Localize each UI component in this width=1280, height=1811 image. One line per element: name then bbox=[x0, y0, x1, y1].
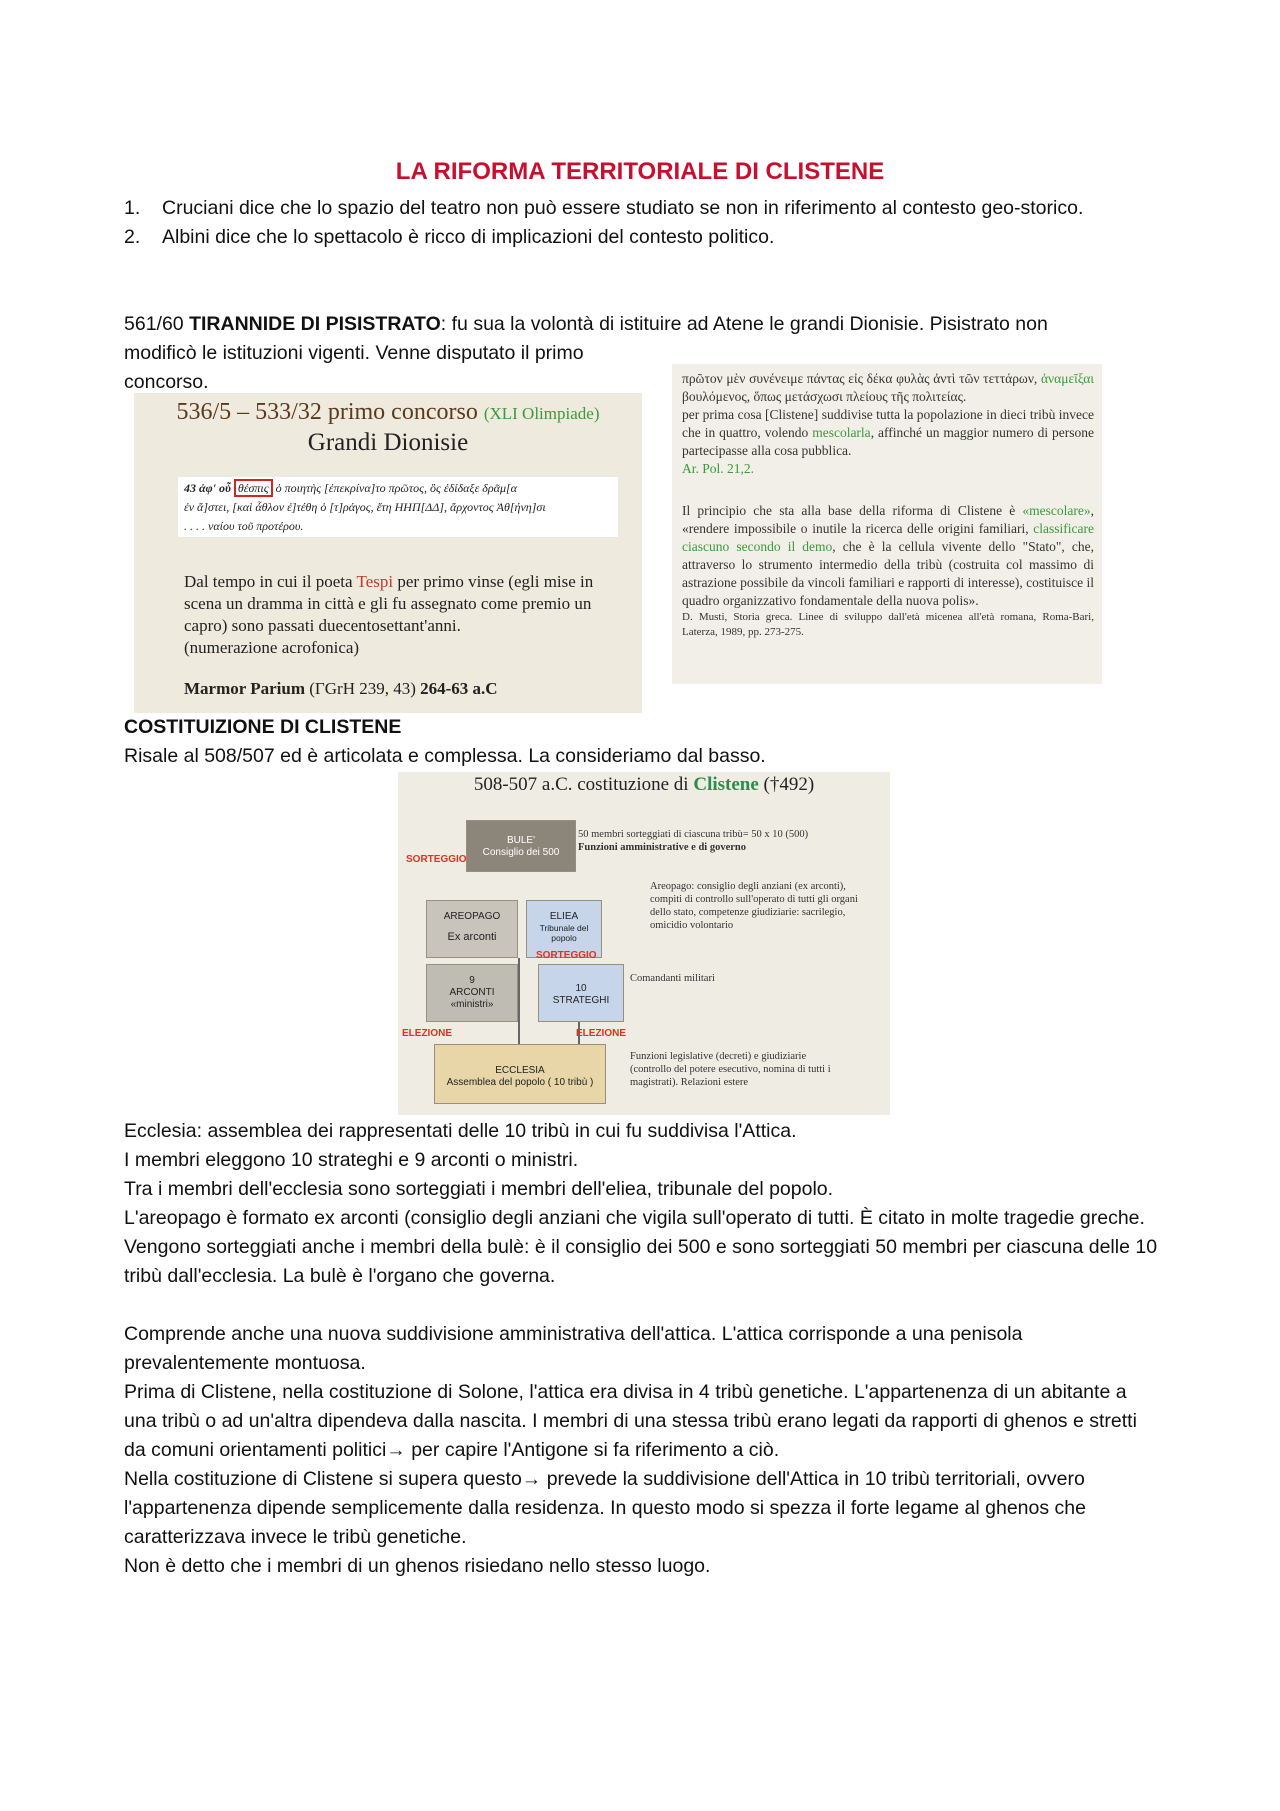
quote-it-b: , affinché un maggior numero di persone partecipasse alla cosa pubblica. bbox=[682, 425, 1095, 458]
areopago-label: AREOPAGO bbox=[443, 911, 501, 922]
pisistrato-text-2: modificò le istituzioni vigenti. Venne disputato il primo bbox=[124, 342, 584, 364]
paragraph: L'areopago è formato ex arconti (consiglio degli anziani che vigila sull'operato di tutti. È citato in molte tragedie greche. bbox=[124, 1207, 1145, 1229]
quote-greek-a: πρῶτον μὲν συνένειμε πάντας εἰς δέκα φυλὰς ἀντὶ τῶν τεττάρων, bbox=[682, 371, 1038, 386]
quote-it-green: mescolarla bbox=[812, 425, 871, 440]
inscription-heading-text: 536/5 – 533/32 primo concorso bbox=[176, 399, 478, 425]
quote-italian bbox=[682, 406, 1094, 460]
inscription-subheading: Grandi Dionisie bbox=[307, 429, 469, 456]
translation-text-a: Dal tempo in cui il poeta bbox=[184, 572, 353, 591]
arconti-label: ARCONTI bbox=[449, 987, 495, 998]
list-item bbox=[124, 223, 1134, 252]
list-number: 1. bbox=[124, 197, 141, 219]
intro-list bbox=[124, 194, 1134, 252]
translation-name: Tespi bbox=[356, 572, 394, 591]
greek-line-3: . . . . ναίου τοῦ προτέρου. bbox=[184, 519, 304, 533]
quote-greek-green: ἀναμεῖξαι bbox=[1040, 371, 1094, 386]
inscription-heading bbox=[134, 399, 642, 426]
arconti-number: 9 bbox=[469, 975, 475, 986]
constitution-diagram bbox=[398, 772, 890, 1115]
arconti-block bbox=[426, 964, 518, 1022]
diagram-title-a: 508-507 a.C. costituzione di bbox=[473, 774, 689, 795]
quote-p2-green1: «mescolare» bbox=[1022, 503, 1091, 518]
greek-line-2: ἐν ἄ]στει, [καὶ ἆθλον ἐ]τέθη ὁ [τ]ράγος, ἔτη ΗΗΠ[ΔΔ], ἄρχοντος Ἀθ[ήνη]σι bbox=[184, 500, 546, 514]
ecclesia-sublabel: Assemblea del popolo ( 10 tribù ) bbox=[446, 1077, 594, 1088]
list-number: 2. bbox=[124, 226, 141, 248]
greek-line-1b: ὁ ποιητὴς [ἐπεκρίνα]το πρῶτος, ὃς ἐδίδαξε δρᾶμ[α bbox=[275, 481, 517, 495]
paragraph: Nella costituzione di Clistene si supera questo→ prevede la suddivisione dell'Attica in 10 tribù territoriali, ovvero l'appartenenza dipende semplicemente dalla residenza. In questo modo si spezza il forte legame al ghenos che caratterizzava invece le tribù genetiche. bbox=[124, 1468, 1086, 1548]
paragraph-spacer bbox=[124, 1291, 1164, 1320]
strateghi-number: 10 bbox=[575, 983, 587, 994]
paragraph: I membri eleggono 10 strateghi e 9 arconti o ministri. bbox=[124, 1149, 579, 1171]
paragraph: Comprende anche una nuova suddivisione amministrativa dell'attica. L'attica corrisponde a una penisola prevalentemente montuosa. bbox=[124, 1323, 1023, 1374]
source-name: Marmor Parium bbox=[184, 679, 306, 698]
ecclesia-label: ECCLESIA bbox=[495, 1065, 545, 1076]
pisistrato-text-3: concorso. bbox=[124, 371, 209, 393]
quote-p2-b: , «rendere impossibile o inutile la ricerca delle origini familiari, bbox=[682, 503, 1094, 536]
strateghi-label: STRATEGHI bbox=[552, 995, 610, 1006]
note-ecclesia: Funzioni legislative (decreti) e giudiziarie (controllo del potere esecutivo, nomina di tutti i magistrati). Relazioni estere bbox=[630, 1051, 831, 1088]
paragraph: Vengono sorteggiati anche i membri della bulè: è il consiglio dei 500 e sono sorteggiati 50 membri per ciascuna delle 10 tribù dall'ecclesia. La bulè è l'organo che governa. bbox=[124, 1236, 1158, 1287]
note-strateghi: Comandanti militari bbox=[630, 973, 715, 984]
pisistrato-heading: TIRANNIDE DI PISISTRATO bbox=[189, 313, 441, 335]
quote-greek bbox=[682, 370, 1094, 406]
eliea-label: ELIEA bbox=[549, 911, 579, 922]
source-ref: (ΓGrH 239, 43) bbox=[309, 679, 416, 698]
inscription-source bbox=[184, 679, 498, 699]
elezione-label: ELEZIONE bbox=[576, 1028, 627, 1039]
note-bule-b: Funzioni amministrative e di governo bbox=[578, 842, 746, 853]
list-text: Albini dice che lo spettacolo è ricco di implicazioni del contesto politico. bbox=[162, 226, 775, 248]
diagram-title-b: (†492) bbox=[763, 774, 815, 795]
note-bule-a: 50 membri sorteggiati di ciascuna tribù= 50 x 10 (500) bbox=[578, 829, 809, 840]
quote-image bbox=[672, 364, 1102, 684]
olympiad-label: (XLI Olimpiade) bbox=[483, 404, 600, 423]
areopago-sublabel: Ex arconti bbox=[447, 931, 497, 943]
bule-label: BULE' bbox=[506, 835, 536, 846]
section-heading: COSTITUIZIONE DI CLISTENE bbox=[124, 716, 402, 738]
ecclesia-block bbox=[434, 1044, 606, 1104]
section-intro: Risale al 508/507 ed è articolata e complessa. La consideriamo dal basso. bbox=[124, 745, 766, 767]
bule-sublabel: Consiglio dei 500 bbox=[482, 847, 560, 858]
eliea-sublabel: Tribunale del popolo bbox=[539, 923, 589, 943]
connector-line bbox=[518, 958, 520, 1044]
inscription-image bbox=[134, 393, 642, 713]
translation-text-b: per primo vinse (egli mise in scena un dramma in città e gli fu assegnato come premio un capro) sono passati duecentosettant'anni. bbox=[184, 572, 594, 635]
inscription-translation bbox=[184, 571, 624, 659]
quote-paragraph-2 bbox=[682, 502, 1094, 610]
list-item bbox=[124, 194, 1134, 223]
greek-inscription bbox=[178, 477, 618, 537]
costituzione-section bbox=[124, 713, 1164, 771]
diagram-title bbox=[398, 774, 890, 796]
quote-p2-c: , che è la cellula vivente dello "Stato", che, attraverso lo strumento intermedio della tribù (costruita col massimo di astrazione possibile da vincoli familiari e rapporti di interesse), costituisce il quadro organizzativo fondamentale della nuova polis». bbox=[682, 539, 1095, 608]
quote-reference: Ar. Pol. 21,2. bbox=[682, 461, 755, 476]
note-bule bbox=[578, 828, 868, 854]
pisistrato-date: 561/60 bbox=[124, 313, 184, 335]
list-text: Cruciani dice che lo spazio del teatro non può essere studiato se non in riferimento al contesto geo-storico. bbox=[162, 197, 1084, 219]
quote-it-a: per prima cosa [Clistene] suddivise tutta la popolazione in dieci tribù invece che in quattro, volendo bbox=[682, 407, 1094, 440]
strateghi-block bbox=[538, 964, 624, 1022]
translation-note: (numerazione acrofonica) bbox=[184, 638, 360, 657]
bule-block bbox=[466, 820, 576, 872]
page-title: LA RIFORMA TERRITORIALE DI CLISTENE bbox=[395, 158, 885, 185]
highlight-box: θέσπις bbox=[234, 479, 273, 497]
quote-p2-green2: classificare ciascuno secondo il demo bbox=[682, 521, 1094, 554]
areopago-block bbox=[426, 900, 518, 958]
quote-greek-b: βουλόμενος, ὅπως μετάσχωσι πλείους τῆς πολιτείας. bbox=[682, 389, 967, 404]
paragraph: Non è detto che i membri di un ghenos risiedano nello stesso luogo. bbox=[124, 1555, 711, 1577]
elezione-label: ELEZIONE bbox=[402, 1028, 453, 1039]
quote-p2-a: Il principio che sta alla base della riforma di Clistene è bbox=[682, 503, 1016, 518]
diagram-title-name: Clistene bbox=[693, 774, 759, 795]
source-date: 264-63 a.C bbox=[420, 679, 498, 698]
greek-line-1a: 43 ἀφ' οὗ bbox=[184, 481, 231, 495]
sorteggio-label: SORTEGGIO bbox=[536, 950, 597, 961]
arconti-sublabel: «ministri» bbox=[450, 999, 494, 1010]
paragraph: Prima di Clistene, nella costituzione di Solone, l'attica era divisa in 4 tribù genetiche. L'appartenenza di un abitante a una tribù o ad un'altra dipendeva dalla nascita. I membri di una stessa tribù erano legati da rapporti di ghenos e stretti da comuni orientamenti politici→ per capire l'Antigone si fa riferimento a ciò. bbox=[124, 1381, 1137, 1461]
body-paragraphs bbox=[124, 1117, 1164, 1581]
paragraph: Ecclesia: assemblea dei rappresentati delle 10 tribù in cui fu suddivisa l'Attica. bbox=[124, 1120, 797, 1142]
sorteggio-label: SORTEGGIO bbox=[406, 854, 467, 865]
quote-author: D. Musti, Storia greca. Linee di sviluppo dall'età micenea all'età romana, Roma-Bari, Laterza, 1989, pp. 273-275. bbox=[682, 611, 1094, 638]
pisistrato-text-1: : fu sua la volontà di istituire ad Atene le grandi Dionisie. Pisistrato non bbox=[440, 313, 1048, 335]
note-areopago: Areopago: consiglio degli anziani (ex arconti), compiti di controllo sull'operato di tutti gli organi dello stato, competenze giudiziarie: sacrilegio, omicidio volontario bbox=[650, 881, 858, 931]
paragraph: Tra i membri dell'ecclesia sono sorteggiati i membri dell'eliea, tribunale del popolo. bbox=[124, 1178, 834, 1200]
